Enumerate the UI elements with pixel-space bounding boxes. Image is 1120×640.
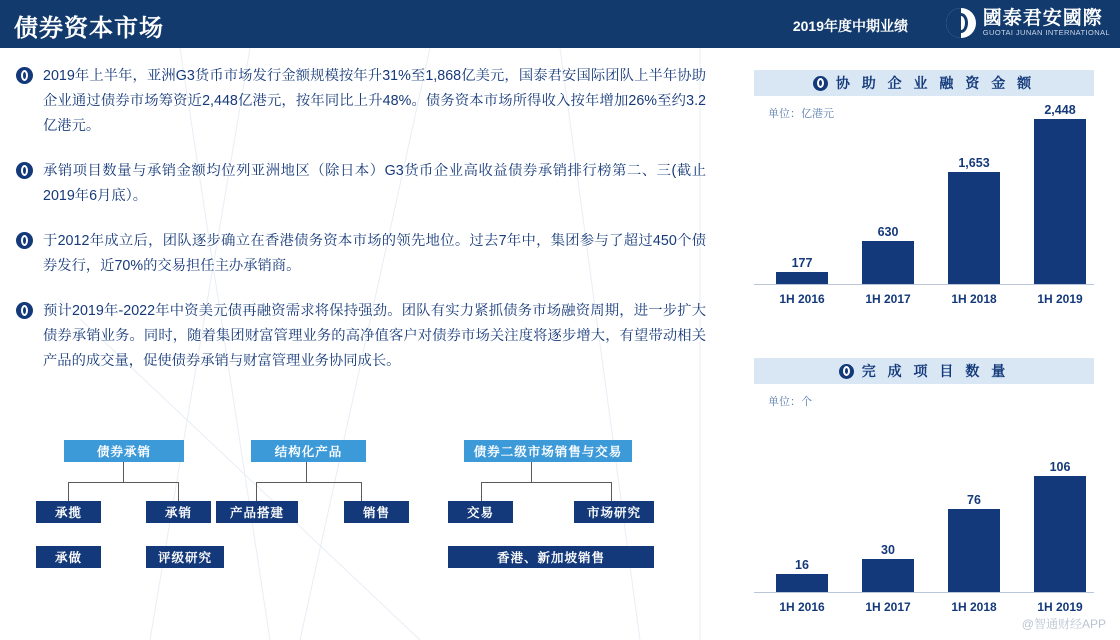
org-leaf-origination[interactable]: 承揽 — [36, 501, 101, 523]
bullet-marker-icon — [16, 67, 33, 84]
bullet-marker-icon — [813, 76, 828, 91]
org-leaf-product-structuring[interactable]: 产品搭建 — [216, 501, 298, 523]
logo-name-cn: 國泰君安國際 — [982, 7, 1103, 29]
bar-value-1h2016: 177 — [791, 256, 813, 270]
org-leaf-execution[interactable]: 承做 — [36, 546, 101, 568]
x-axis — [754, 284, 1094, 285]
bar-1h2019 — [1034, 119, 1086, 284]
bar-value-1h2017: 30 — [881, 543, 895, 557]
bar-1h2017 — [862, 559, 914, 592]
chart-plot-area — [754, 409, 1094, 614]
connector — [68, 482, 69, 501]
org-leaf-trading[interactable]: 交易 — [448, 501, 513, 523]
org-leaf-rating-research[interactable]: 评级研究 — [146, 546, 224, 568]
bullet-marker-icon — [16, 302, 33, 319]
page-title: 债券资本市场 — [14, 15, 164, 42]
slide-header — [0, 0, 1120, 48]
chart-title-bar — [754, 70, 1094, 96]
bullet-text: 于2012年成立后，团队逐步确立在香港债务资本市场的领先地位。过去7年中，集团参与了超过450个债券发行，近70%的交易担任主办承销商。 — [43, 233, 706, 275]
chart-title-bar — [754, 358, 1094, 384]
x-tick-1h2018: 1H 2018 — [951, 600, 997, 614]
bar-value-1h2019: 2,448 — [1044, 103, 1076, 117]
header-subtitle: 2019年度中期业绩 — [792, 18, 908, 34]
x-tick-1h2017: 1H 2017 — [865, 600, 911, 614]
x-tick-1h2019: 1H 2019 — [1037, 600, 1083, 614]
org-head-secondary-market[interactable]: 债券二级市场销售与交易 — [464, 440, 632, 462]
chart-unit-label: 单位：个 — [768, 396, 812, 408]
org-head-bond-underwriting[interactable]: 债券承销 — [64, 440, 184, 462]
bullet-text: 承销项目数量与承销金额均位列亚洲地区（除日本）G3货币企业高收益债券承销排行榜第二、三(截止2019年6月底）。 — [43, 163, 706, 205]
bar-value-1h2017: 630 — [877, 225, 899, 239]
org-leaf-market-research[interactable]: 市场研究 — [574, 501, 654, 523]
bar-1h2018 — [948, 509, 1000, 592]
connector — [481, 482, 611, 483]
org-head-structured-products[interactable]: 结构化产品 — [251, 440, 366, 462]
chart-title: 完 成 项 目 数 量 — [861, 363, 1010, 379]
connector — [481, 482, 482, 501]
bullet-text: 2019年上半年，亚洲G3货币市场发行金额规模按年升31%至1,868亿美元，国泰君安国际团队上半年协助企业通过债券市场筹资近2,448亿港元，按年同比上升48%。债务资本市场所得收入按年增加26%至约3.2亿港元。 — [43, 68, 706, 135]
connector — [611, 482, 612, 501]
bullet-list — [16, 64, 706, 394]
list-item — [16, 159, 706, 209]
bullet-text: 预计2019年-2022年中资美元债再融资需求将保持强劲。团队有实力紧抓债务市场融资周期，进一步扩大债券承销业务。同时，随着集团财富管理业务的高净值客户对债券市场关注度将逐步增大，有望带动相关产品的成交量，促使债券承销与财富管理业务协同成长。 — [43, 303, 706, 370]
chart-financing-amount — [754, 70, 1094, 306]
chart-title: 协 助 企 业 融 资 金 额 — [835, 75, 1036, 91]
logo-mark-icon — [946, 8, 976, 38]
bullet-marker-icon — [16, 232, 33, 249]
list-item — [16, 299, 706, 374]
chart-completed-projects — [754, 358, 1094, 614]
connector — [68, 482, 178, 483]
company-logo — [946, 8, 1110, 38]
connector — [256, 482, 257, 501]
bullet-marker-icon — [839, 364, 854, 379]
bar-1h2017 — [862, 241, 914, 284]
org-leaf-sales[interactable]: 销售 — [344, 501, 409, 523]
connector — [256, 482, 361, 483]
bar-value-1h2016: 16 — [795, 558, 809, 572]
list-item — [16, 64, 706, 139]
x-tick-1h2018: 1H 2018 — [951, 292, 997, 306]
bar-1h2016 — [776, 272, 828, 284]
x-tick-1h2016: 1H 2016 — [779, 600, 825, 614]
x-tick-1h2017: 1H 2017 — [865, 292, 911, 306]
logo-name-en: GUOTAI JUNAN INTERNATIONAL — [982, 28, 1110, 38]
chart-unit-label: 单位：亿港元 — [768, 108, 834, 120]
org-leaf-underwriting[interactable]: 承销 — [146, 501, 211, 523]
connector — [123, 462, 124, 482]
bar-1h2019 — [1034, 476, 1086, 592]
x-tick-1h2016: 1H 2016 — [779, 292, 825, 306]
x-axis — [754, 592, 1094, 593]
bar-1h2016 — [776, 574, 828, 592]
bar-value-1h2018: 76 — [967, 493, 981, 507]
bar-value-1h2019: 106 — [1049, 460, 1071, 474]
list-item — [16, 229, 706, 279]
bar-value-1h2018: 1,653 — [958, 156, 990, 170]
connector — [178, 482, 179, 501]
x-tick-1h2019: 1H 2019 — [1037, 292, 1083, 306]
bullet-marker-icon — [16, 162, 33, 179]
connector — [531, 462, 532, 482]
org-chart — [36, 440, 716, 620]
org-leaf-hk-sg-sales[interactable]: 香港、新加坡销售 — [448, 546, 654, 568]
bar-1h2018 — [948, 172, 1000, 284]
connector — [361, 482, 362, 501]
watermark: @智通财经APP — [1021, 617, 1106, 631]
connector — [306, 462, 307, 482]
